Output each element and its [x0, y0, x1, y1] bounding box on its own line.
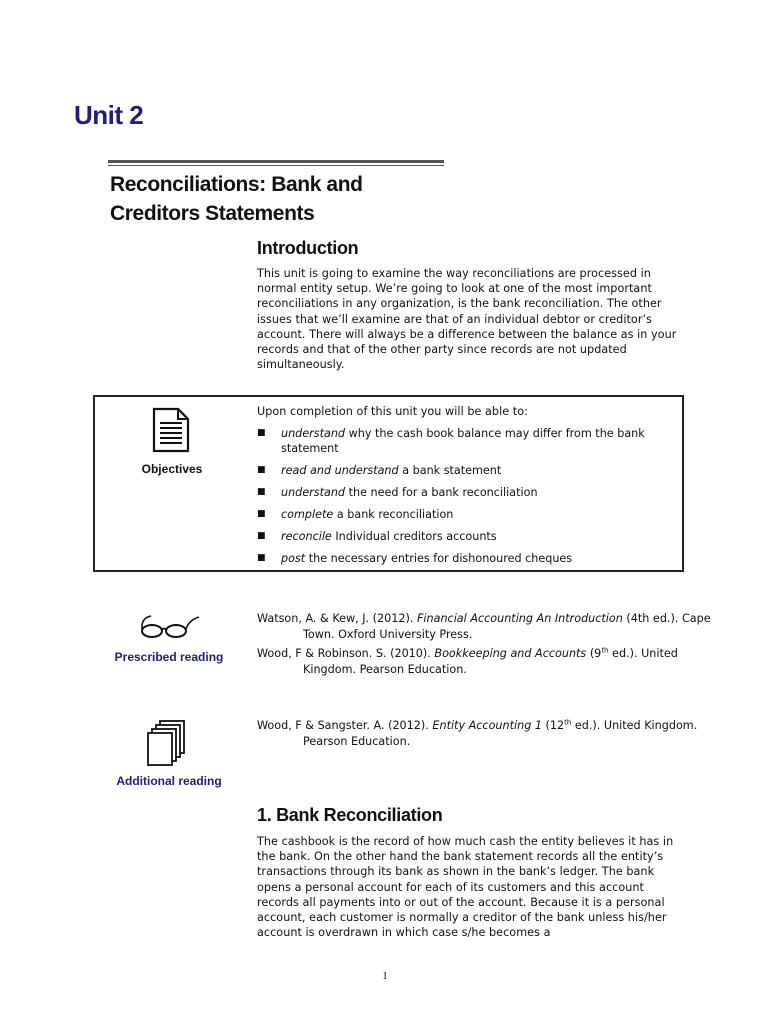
reference-authors: Wood, F & Robinson. S. (2010). — [257, 647, 435, 660]
objectives-intro: Upon completion of this unit you will be able to: — [257, 405, 528, 418]
page-number: 1 — [382, 970, 388, 982]
reference-publisher: ed.). United Kingdom. Pearson Education. — [303, 719, 698, 748]
section-heading: 1. Bank Reconciliation — [257, 805, 443, 825]
reference-publisher: ed.). United Kingdom. Pearson Education. — [303, 647, 678, 676]
objective-verb: read and understand — [281, 464, 399, 477]
bullet-icon: ■ — [257, 465, 266, 475]
document-title — [110, 170, 363, 228]
objective-text: Individual creditors accounts — [331, 530, 497, 543]
objective-verb: understand — [281, 427, 346, 440]
objective-verb: understand — [281, 486, 346, 499]
reference-authors: Wood, F & Sangster. A. (2012). — [257, 719, 433, 732]
reference-title: Bookkeeping and Accounts — [434, 647, 587, 660]
reference-title: Financial Accounting An Introduction — [416, 612, 623, 625]
additional-reference-1 — [257, 718, 727, 749]
title-rule-thick — [108, 160, 444, 163]
objective-item — [257, 551, 679, 566]
bullet-icon: ■ — [257, 509, 266, 519]
objective-item — [257, 529, 679, 544]
reference-edition-suffix: th — [601, 646, 609, 655]
unit-title: Unit 2 — [74, 100, 144, 130]
objective-text: the necessary entries for dishonoured cheques — [305, 552, 573, 565]
reference-edition: (12 — [541, 719, 565, 732]
stacked-pages-icon — [146, 719, 188, 767]
prescribed-reading-label: Prescribed reading — [114, 650, 224, 664]
bullet-icon: ■ — [257, 531, 266, 541]
document-title-line1: Reconciliations: Bank and — [110, 173, 363, 196]
objective-verb: complete — [281, 508, 334, 521]
reference-title: Entity Accounting 1 — [432, 719, 542, 732]
bullet-icon: ■ — [257, 553, 266, 563]
objectives-label: Objectives — [141, 462, 203, 476]
prescribed-reference-2 — [257, 646, 727, 677]
objective-item — [257, 507, 679, 522]
objective-item — [257, 485, 679, 500]
objective-verb: post — [281, 552, 306, 565]
glasses-icon — [137, 612, 201, 640]
objective-text: a bank reconciliation — [333, 508, 454, 521]
objective-item — [257, 426, 679, 456]
reference-edition-suffix: th — [564, 718, 572, 727]
reference-edition: (9 — [586, 647, 602, 660]
objective-text: a bank statement — [398, 464, 502, 477]
document-title-line2: Creditors Statements — [110, 202, 315, 225]
objective-text: the need for a bank reconciliation — [345, 486, 538, 499]
prescribed-reference-1 — [257, 611, 727, 642]
document-icon — [150, 407, 192, 453]
objectives-list — [257, 426, 679, 566]
reference-publisher: (4th ed.). Cape Town. Oxford University Press. — [303, 612, 711, 641]
introduction-heading: Introduction — [257, 238, 359, 258]
objective-item — [257, 463, 679, 478]
bullet-icon: ■ — [257, 428, 266, 438]
introduction-body: This unit is going to examine the way reconciliations are processed in normal entity setup. We’re going to look at one of the most important reconciliations in any organization, is the bank reconciliation. The other issues that we’ll examine are that of an individual debtor or creditor’s account. There will always be a difference between the balance as in your records and that of the other party since records are not updated simultaneously. — [257, 267, 677, 372]
objective-text: why the cash book balance may differ from the bank statement — [281, 427, 645, 455]
section-body: The cashbook is the record of how much cash the entity believes it has in the bank. On the other hand the bank statement records all the entity’s transactions through its bank as shown in the bank’s ledger. The bank opens a personal account for each of its customers and this account records all payments into or out of the account. Because it is a personal account, each customer is normally a creditor of the bank unless his/her account is overdrawn in which case s/he becomes a — [257, 835, 674, 940]
bullet-icon: ■ — [257, 487, 266, 497]
reference-authors: Watson, A. & Kew, J. (2012). — [257, 612, 417, 625]
title-rule-thin — [108, 165, 444, 166]
additional-reading-label: Additional reading — [116, 774, 222, 788]
objective-verb: reconcile — [281, 530, 332, 543]
